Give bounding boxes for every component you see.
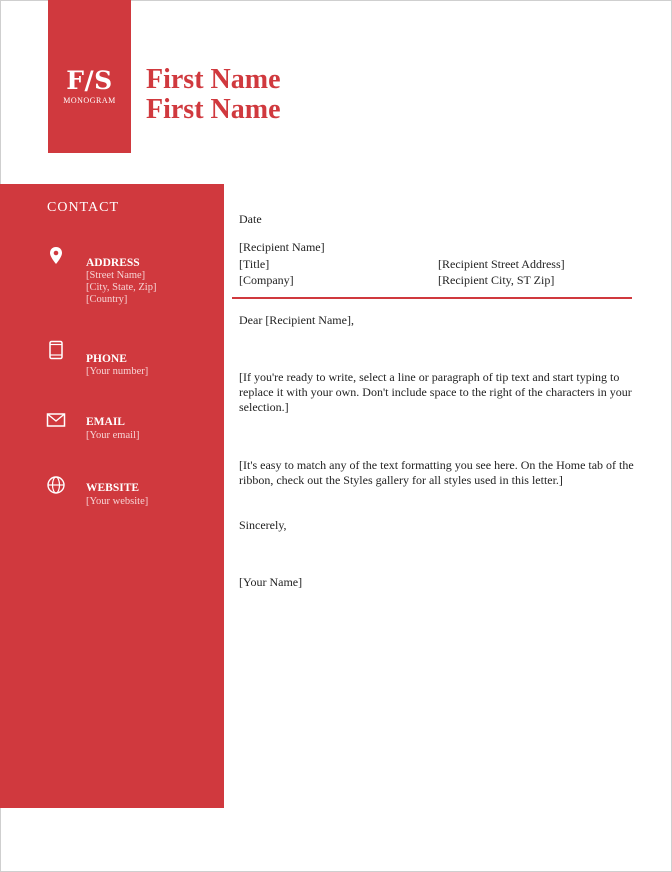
email-label: EMAIL bbox=[86, 416, 125, 428]
body-paragraph-2[interactable]: [It's easy to match any of the text formatting you see here. On the Home tab of the ribbon, check out the Styles gallery for all styles used in this letter.] bbox=[239, 458, 634, 487]
name-line-1[interactable]: First Name bbox=[146, 64, 281, 95]
address-label: ADDRESS bbox=[86, 257, 140, 269]
recipient-city-field[interactable]: [Recipient City, ST Zip] bbox=[438, 273, 555, 287]
recipient-title-field[interactable]: [Title] bbox=[239, 257, 270, 271]
address-street[interactable]: [Street Name] bbox=[86, 270, 146, 281]
address-city[interactable]: [City, State, Zip] bbox=[86, 282, 157, 293]
phone-value[interactable]: [Your number] bbox=[86, 366, 149, 377]
address-country[interactable]: [Country] bbox=[86, 294, 128, 305]
monogram-label: MONOGRAM bbox=[63, 96, 116, 105]
body-paragraph-1[interactable]: [If you're ready to write, select a line or paragraph of tip text and start typing to replace it with your own. Don't include space to the right of the characters in your selection.] bbox=[239, 370, 632, 414]
header-divider bbox=[232, 297, 632, 299]
website-label: WEBSITE bbox=[86, 482, 140, 494]
contact-sidebar bbox=[0, 184, 224, 808]
recipient-name-field[interactable]: [Recipient Name] bbox=[239, 240, 325, 254]
signature[interactable]: [Your Name] bbox=[239, 575, 303, 589]
phone-icon bbox=[46, 340, 66, 360]
name-line-2[interactable]: First Name bbox=[146, 94, 281, 125]
date-field[interactable]: Date bbox=[239, 212, 262, 226]
monogram-initials: F/S bbox=[66, 66, 113, 95]
recipient-company-field[interactable]: [Company] bbox=[239, 273, 294, 287]
website-value[interactable]: [Your website] bbox=[86, 496, 149, 507]
contact-heading: CONTACT bbox=[47, 200, 119, 215]
monogram-block bbox=[48, 0, 131, 153]
globe-icon bbox=[46, 475, 66, 495]
salutation[interactable]: Dear [Recipient Name], bbox=[239, 313, 354, 327]
envelope-icon bbox=[46, 410, 66, 430]
phone-label: PHONE bbox=[86, 353, 127, 365]
closing[interactable]: Sincerely, bbox=[239, 518, 287, 532]
email-value[interactable]: [Your email] bbox=[86, 430, 140, 441]
location-pin-icon bbox=[46, 246, 66, 266]
recipient-street-field[interactable]: [Recipient Street Address] bbox=[438, 257, 565, 271]
